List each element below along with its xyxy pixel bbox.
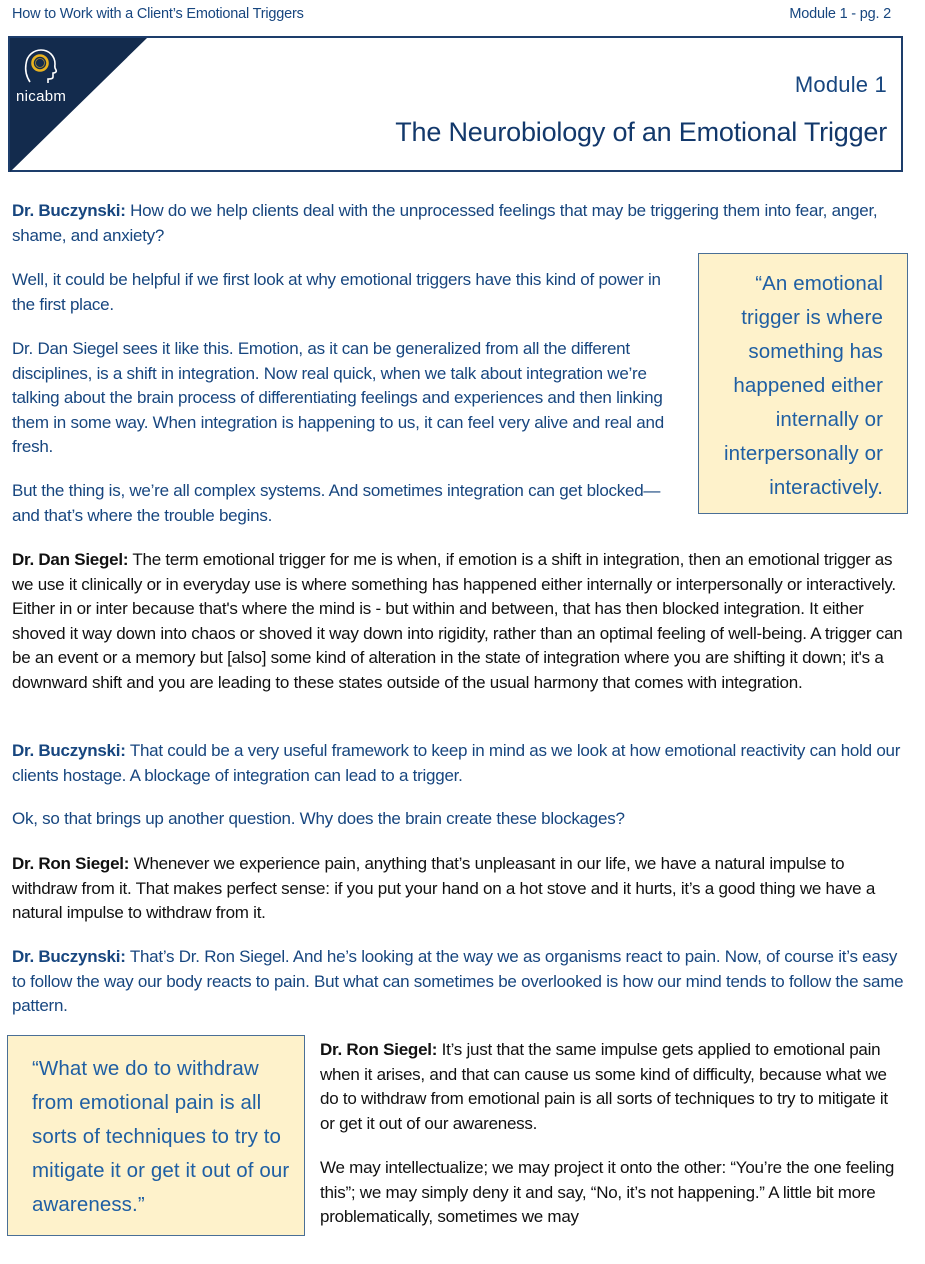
paragraph-buczynski-3: Dr. Buczynski: That’s Dr. Ron Siegel. And he’s looking at the way we as organisms react to pain. Now, of course it’s easy to follow the way our body reacts to pain. But what can sometimes be overlooked is how our mind tends to follow the same pattern. — [12, 947, 904, 1015]
paragraph-buczynski-1: Dr. Buczynski: How do we help clients deal with the unprocessed feelings that may be triggering them into fear, anger, shame, and anxiety? — [12, 201, 878, 245]
nicabm-logo-text: nicabm — [16, 88, 67, 105]
speaker-label: Dr. Buczynski: — [12, 947, 126, 966]
running-header-title: How to Work with a Client’s Emotional Triggers — [12, 6, 304, 22]
speaker-label: Dr. Ron Siegel: — [320, 1040, 438, 1059]
module-banner — [8, 36, 903, 172]
pull-quote-right: “An emotional trigger is where something has happened either internally or interpersonally or interactively. — [698, 253, 908, 514]
page-title: The Neurobiology of an Emotional Trigger — [395, 117, 887, 147]
paragraph-buczynski-2: Dr. Buczynski: That could be a very useful framework to keep in mind as we look at how emotional reactivity can hold our clients hostage. A blockage of integration can lead to a trigger. — [12, 741, 901, 785]
pull-quote-left: “What we do to withdraw from emotional pain is all sorts of techniques to try to mitigate it or get it out of our awareness.” — [7, 1035, 305, 1236]
speaker-label: Dr. Buczynski: — [12, 201, 126, 220]
paragraph-7: Ok, so that brings up another question. Why does the brain create these blockages? — [12, 809, 625, 828]
paragraph-ron-siegel-1: Dr. Ron Siegel: Whenever we experience pain, anything that’s unpleasant in our life, we have a natural impulse to withdraw from it. That makes perfect sense: if you put your hand on a hot stove and it hurts, it’s a good thing we have a natural impulse to withdraw from it. — [12, 854, 876, 922]
paragraph-ron-siegel-2: Dr. Ron Siegel: It’s just that the same impulse gets applied to emotional pain when it arises, and that can cause us some kind of difficulty, because what we do to withdraw from emotional pain is all sorts of techniques to try to mitigate it or get it out of our awareness. — [320, 1040, 888, 1133]
paragraph-3: Dr. Dan Siegel sees it like this. Emotion, as it can be generalized from all the different disciplines, is a shift in integration. Now real quick, when we talk about integration we’re talking about the brain process of differentiating feelings and experiences and then linking them in some way. When integration is happening to us, it can feel very alive and real and fresh. — [12, 339, 664, 456]
paragraph-2: Well, it could be helpful if we first look at why emotional triggers have this kind of power in the first place. — [12, 270, 661, 314]
running-header-page: Module 1 - pg. 2 — [789, 6, 891, 22]
paragraph-4: But the thing is, we’re all complex systems. And sometimes integration can get blocked—and that’s where the trouble begins. — [12, 481, 661, 525]
nicabm-head-logo-icon — [22, 48, 58, 86]
module-label: Module 1 — [794, 72, 887, 97]
paragraph-dan-siegel: Dr. Dan Siegel: The term emotional trigger for me is when, if emotion is a shift in integration, then an emotional trigger as we use it clinically or in everyday use is where something has happened either internally or interpersonally or interactively. Either in or inter because that's where the mind is - but within and between, that has then blocked integration. It either shoved it way down into chaos or shoved it way down into rigidity, rather than an optimal feeling of well-being. A trigger can be an event or a memory but [also] some kind of alteration in the state of integration where you are shifting it down; it's a downward shift and you are leading to these states outside of the usual harmony that comes with integration. — [12, 550, 903, 692]
speaker-label: Dr. Ron Siegel: — [12, 854, 130, 873]
speaker-label: Dr. Dan Siegel: — [12, 550, 129, 569]
speaker-label: Dr. Buczynski: — [12, 741, 126, 760]
paragraph-11: We may intellectualize; we may project it onto the other: “You’re the one feeling this”; we may simply deny it and say, “No, it’s not happening.” A little bit more problematically, sometimes we may — [320, 1158, 895, 1226]
